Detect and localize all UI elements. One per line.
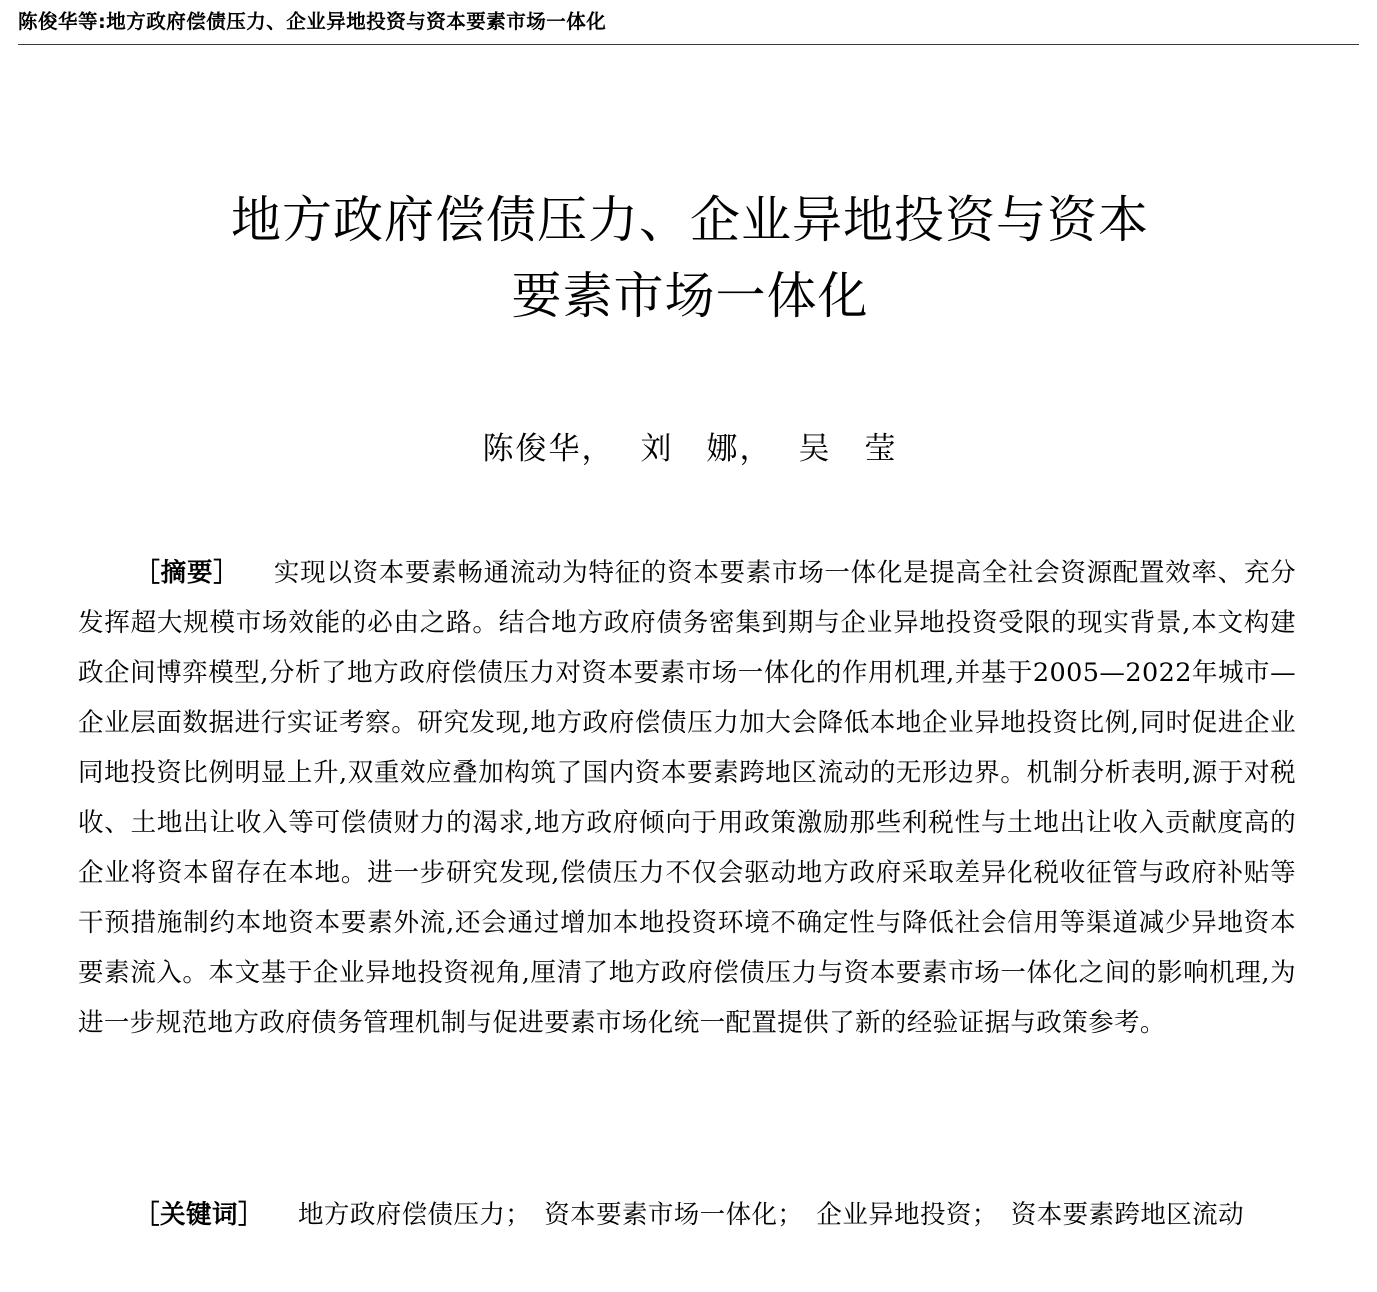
running-head [18,8,1359,44]
page-title [110,182,1270,334]
title-line-1: 地方政府偿债压力、企业异地投资与资本 [231,191,1149,249]
author-name: 陈俊华 [482,431,582,467]
author-name: 吴 莹 [798,431,898,467]
keywords-text: 地方政府偿债压力； 资本要素市场一体化； 企业异地投资； 资本要素跨地区流动 [298,1200,1244,1230]
running-head-text: 陈俊华等:地方政府偿债压力、企业异地投资与资本要素市场一体化 [18,10,607,33]
title-line-2: 要素市场一体化 [511,267,869,325]
abstract-section [78,548,1296,1048]
keywords-section [78,1190,1296,1240]
keywords-label: ［关键词］ [134,1200,265,1230]
abstract-text: 实现以资本要素畅通流动为特征的资本要素市场一体化是提高全社会资源配置效率、充分发挥超大规模市场效能的必由之路。结合地方政府债务密集到期与企业异地投资受限的现实背景,本文构建政企间博弈模型,分析了地方政府偿债压力对资本要素市场一体化的作用机理,并基于2005—2022年城市—企业层面数据进行实证考察。研究发现,地方政府偿债压力加大会降低本地企业异地投资比例,同时促进企业同地投资比例明显上升,双重效应叠加构筑了国内资本要素跨地区流动的无形边界。机制分析表明,源于对税收、土地出让收入等可偿债财力的渴求,地方政府倾向于用政策激励那些利税性与土地出让收入贡献度高的企业将资本留存在本地。进一步研究发现,偿债压力不仅会驱动地方政府采取差异化税收征管与政府补贴等干预措施制约本地资本要素外流,还会通过增加本地投资环境不确定性与降低社会信用等渠道减少异地资本要素流入。本文基于企业异地投资视角,厘清了地方政府偿债压力与资本要素市场一体化之间的影响机理,为进一步规范地方政府债务管理机制与促进要素市场化统一配置提供了新的经验证据与政策参考。 [78,558,1296,1038]
author-list [110,425,1270,473]
author-name: 刘 娜 [640,431,740,467]
author-separator: ， [739,431,773,467]
author-separator: ， [581,431,615,467]
header-divider [18,44,1359,45]
abstract-label: ［摘要］ [134,558,240,588]
